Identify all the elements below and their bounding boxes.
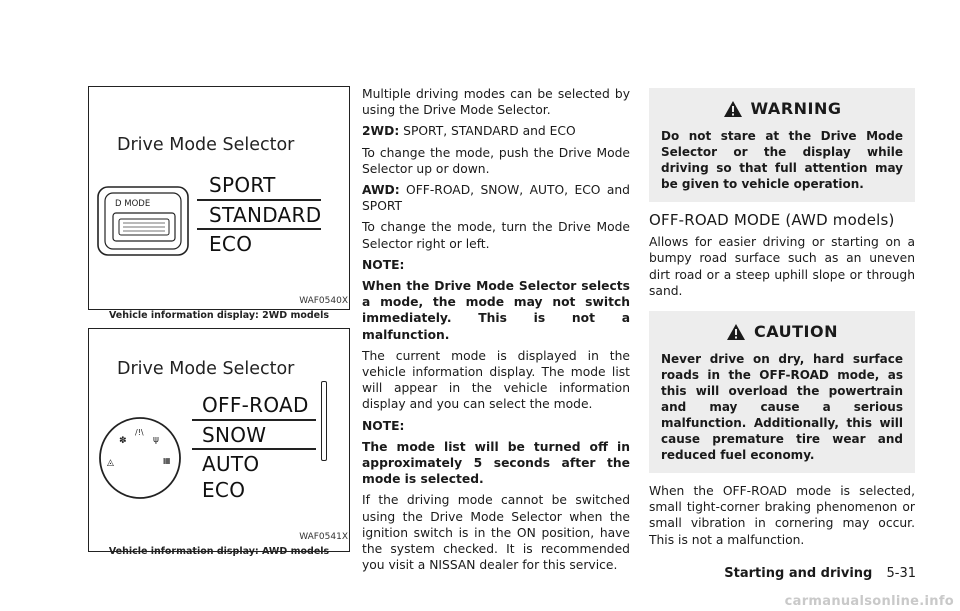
mode-label-eco: ECO [202, 478, 246, 502]
mode-label-sport: SPORT [209, 173, 276, 197]
caution-header [661, 319, 903, 351]
paragraph: Multiple driving modes can be selected by using the Drive Mode Selector. [362, 87, 630, 118]
figure-title: Drive Mode Selector [117, 359, 295, 379]
figure-title: Drive Mode Selector [117, 135, 295, 155]
warning-box [649, 88, 915, 202]
figure-2wd [88, 86, 350, 310]
mode-label-snow: SNOW [202, 423, 267, 447]
figure-code: WAF0541X [299, 532, 348, 542]
figure-caption: Vehicle information display: AWD models [108, 546, 330, 557]
middle-column [362, 86, 630, 578]
figure-code: WAF0540X [299, 296, 348, 306]
drive-mode-dial-illustration [97, 415, 183, 501]
page-number: 5-31 [886, 566, 916, 581]
drive-mode-switch-illustration [97, 183, 193, 259]
mode-label-eco: ECO [209, 232, 253, 256]
paragraph: If the driving mode cannot be switched using the Drive Mode Selector when the ignition switch is in the ON position, have the system checked. It is recommended you visit a NISSAN dealer for this service. [362, 493, 630, 573]
note-text: The mode list will be turned off in approximately 5 seconds after the mode is selected. [362, 439, 630, 487]
mode-label-off-road: OFF-ROAD [202, 393, 309, 417]
warning-text: Do not stare at the Drive Mode Selector or the display while driving so that full attention may be given to vehicle operation. [661, 129, 903, 191]
label-2wd: 2WD: [362, 124, 400, 139]
paragraph: To change the mode, push the Drive Mode Selector up or down. [362, 145, 630, 176]
caution-box [649, 311, 915, 473]
watermark: carmanualsonline.info [784, 594, 954, 609]
mode-divider [197, 228, 321, 230]
note-text: When the Drive Mode Selector selects a mode, the mode may not switch immediately. This is not a malfunction. [362, 279, 630, 342]
label-awd: AWD: [362, 183, 400, 198]
svg-text:/!\: /!\ [135, 428, 144, 437]
footer-section: Starting and driving [724, 566, 873, 581]
mode-label-auto: AUTO [202, 452, 260, 476]
section-heading: OFF-ROAD MODE (AWD models) [649, 211, 895, 229]
paragraph: To change the mode, turn the Drive Mode Selector right or left. [362, 220, 630, 251]
scroll-bar-illustration [321, 381, 327, 461]
d-mode-button-label: D MODE [115, 199, 151, 209]
note-label: NOTE: [362, 257, 405, 272]
text-2wd: SPORT, STANDARD and ECO [399, 124, 576, 139]
mode-label-standard: STANDARD [209, 203, 322, 227]
warning-title: WARNING [750, 98, 842, 118]
paragraph-awd [362, 182, 630, 214]
paragraph: Allows for easier driving or starting on a bumpy road surface such as an uneven dirt road or a steep uphill slope or through sand. [649, 235, 915, 298]
svg-text:◬: ◬ [107, 458, 114, 468]
note-label: NOTE: [362, 418, 405, 433]
caution-text: Never drive on dry, hard surface roads in the OFF-ROAD mode, as this will overload the powertrain and may cause a serious malfunction. Additionally, this will cause premature tire wear and reduced fuel economy. [661, 352, 903, 463]
mode-divider [192, 419, 316, 421]
page-footer [724, 566, 916, 581]
caution-triangle-icon [726, 323, 746, 341]
mode-divider [197, 199, 321, 201]
caution-title: CAUTION [754, 321, 838, 341]
paragraph-2wd [362, 123, 630, 139]
svg-text:▦: ▦ [163, 456, 171, 465]
svg-text:ψ: ψ [153, 435, 159, 445]
paragraph: When the OFF-ROAD mode is selected, small tight-corner braking phenomenon or small vibration in cornering may occur. This is not a malfunction. [649, 484, 915, 547]
warning-header [661, 96, 903, 128]
right-column [649, 88, 915, 553]
warning-triangle-icon [723, 100, 743, 118]
mode-divider [192, 448, 316, 450]
text-awd: OFF-ROAD, SNOW, AUTO, ECO and SPORT [362, 183, 630, 214]
figure-caption: Vehicle information display: 2WD models [108, 310, 330, 321]
paragraph: The current mode is displayed in the vehicle information display. The mode list will appear in the vehicle information display and you can select the mode. [362, 348, 630, 412]
figure-awd [88, 328, 350, 552]
svg-text:✽: ✽ [119, 436, 127, 446]
